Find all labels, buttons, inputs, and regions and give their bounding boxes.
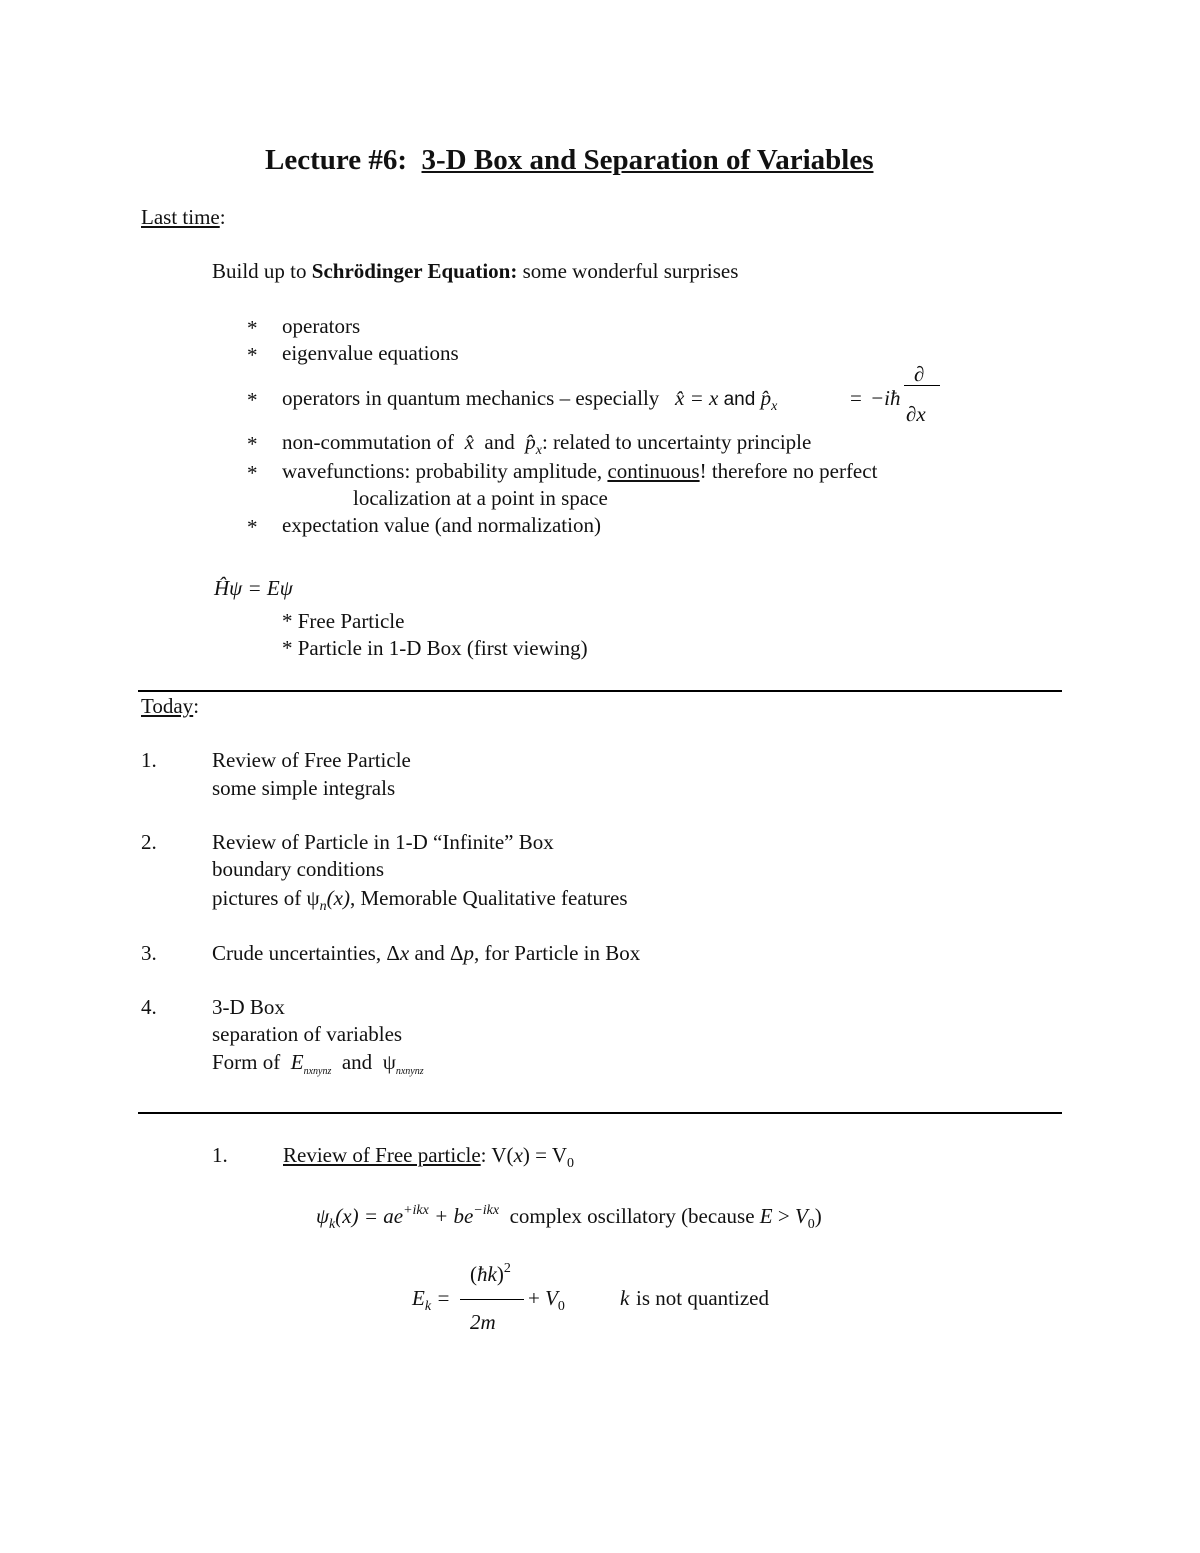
noncomm-post: : related to uncertainty principle	[541, 430, 812, 454]
wave-post: ! therefore no perfect	[699, 459, 878, 483]
today-item-text	[212, 888, 628, 914]
today-item-text	[212, 1052, 424, 1077]
today-item-text: Review of Free Particle	[212, 748, 411, 772]
section-heading-colon: :	[480, 1143, 487, 1167]
today-item-number: 3.	[141, 941, 157, 965]
uncert-mid: and Δ	[409, 941, 464, 965]
x-hat: x̂	[464, 430, 474, 454]
energy-numerator: (ħk)$^2$	[470, 1261, 511, 1286]
wave-eq-math: $\psi_k(x) = ae^{+ikx} + be^{-ikx}$	[316, 1203, 500, 1232]
qm-ops-text: operators in quantum mechanics – especially	[282, 386, 660, 410]
bullet-star: *	[247, 388, 258, 412]
form-psi: ψ	[382, 1050, 396, 1074]
bullet-star: *	[247, 343, 258, 367]
wave-continuous: continuous	[607, 459, 700, 483]
energy-denominator: 2m	[470, 1310, 496, 1334]
form-and: and	[341, 1050, 373, 1074]
section-number: 1.	[212, 1143, 228, 1167]
form-E-subscript: nxnynz	[303, 1066, 332, 1077]
title-prefix: Lecture #6:	[265, 144, 407, 176]
p-hat-x: $p̂_x$	[760, 386, 778, 414]
bullet-wavefunctions	[282, 461, 877, 482]
title-main: 3-D Box and Separation of Variables	[421, 144, 874, 176]
form-psi-subscript: nxnynz	[395, 1066, 424, 1077]
qm-ops-and: and	[723, 389, 756, 410]
potential-eq: $V(x) = V_0$	[491, 1143, 575, 1171]
intro-pre: Build up to	[212, 259, 307, 283]
today-item-text: Review of Particle in 1-D “Infinite” Box	[212, 830, 554, 854]
today-item-text: 3-D Box	[212, 995, 285, 1019]
bullet-star: *	[247, 432, 258, 456]
sub-item-1d-box: * Particle in 1-D Box (first viewing)	[282, 636, 588, 660]
sub-item-free-particle: * Free Particle	[282, 609, 405, 633]
energy-note-k: k	[620, 1286, 630, 1310]
energy-rhs: + $V_0$	[528, 1286, 565, 1314]
section-heading-text: Review of Free particle	[283, 1143, 481, 1167]
page-title	[265, 146, 873, 175]
today-heading	[141, 696, 199, 717]
divider-rule	[138, 690, 1062, 692]
today-item-text: some simple integrals	[212, 776, 396, 800]
psi-subscript: n	[319, 899, 327, 914]
wave-pre: wavefunctions: probability amplitude,	[282, 459, 603, 483]
energy-note: is not quantized	[636, 1286, 769, 1310]
energy-lhs: $E_k$ =	[412, 1286, 451, 1314]
free-particle-wave-eq	[316, 1204, 822, 1232]
section-heading	[283, 1145, 574, 1171]
document-page: Lecture #6: 3-D Box and Separation of Variables Last time: Build up to Schrödinger Equation: some wonderful surprises * operators * eigenvalue equations * operators in quantum mechanics – especially x̂ = x and $p̂_x$ = −iħ ∂ ∂x * non-commutation of x̂ and $p̂_x$: related to uncertainty principle * wavefunctions: probability amplitude, continuous! therefore no perfect localization at a point in space * expectation value (and normalization) Ĥψ = Eψ * Free Particle * Particle in 1-D Box (first viewing) Today: 1. Review of Free Particle some simple integrals 2. Review of Particle in 1-D “Infinite” Box boundary conditions pictures of $\psi_n(x)$, Memorable Qualitative features 3. Crude uncertainties, Δx and Δp, for Particle in Box 4. 3-D Box separation of variables Form of $E_{nxnynz}$ and $\psi_{nxnynz}$ 1. Review of Free particle: $V(x) = V_0$ $\psi_k(x) = ae^{+ikx} + be^{-ikx}$ complex oscillatory (because $E > V_0$) $E_k$ = (ħk)$^2$ 2m + $V_0$ k is not quantized	[0, 0, 1200, 1553]
form-E: E	[290, 1050, 304, 1074]
today-item-text	[212, 943, 640, 964]
x-hat-eq: x̂ = x	[675, 386, 719, 410]
bullet-noncommutation	[282, 432, 811, 458]
today-item-number: 2.	[141, 830, 157, 854]
uncert-x: x	[399, 941, 410, 965]
bullet-qm-operators	[282, 388, 777, 414]
today-item-number: 1.	[141, 748, 157, 772]
last-time-heading	[141, 207, 226, 228]
p-hat-x: $p̂_x$	[525, 430, 542, 458]
last-time-label: Last time	[141, 205, 220, 229]
bullet-star: *	[247, 515, 258, 539]
bullet-star: *	[247, 316, 258, 340]
uncert-pre: Crude uncertainties, Δ	[212, 941, 400, 965]
noncomm-pre: non-commutation of	[282, 430, 455, 454]
bullet-star: *	[247, 461, 258, 485]
intro-bold: Schrödinger Equation:	[311, 259, 518, 283]
uncert-p: p	[463, 941, 475, 965]
wave-desc: complex oscillatory (because $E > V_0$)	[504, 1204, 822, 1232]
today-item-text: boundary conditions	[212, 857, 385, 881]
today-item-number: 4.	[141, 995, 157, 1019]
divider-rule	[138, 1112, 1062, 1114]
pictures-post: , Memorable Qualitative features	[349, 886, 628, 910]
bullet-eigenvalue: eigenvalue equations	[282, 341, 459, 365]
bullet-expectation: expectation value (and normalization)	[282, 513, 601, 537]
intro-post: some wonderful surprises	[522, 259, 739, 283]
today-colon: :	[193, 694, 200, 718]
form-pre: Form of	[212, 1050, 281, 1074]
psi-symbol: ψ	[306, 886, 320, 910]
fraction-bar	[460, 1299, 524, 1300]
uncert-post: , for Particle in Box	[474, 941, 641, 965]
today-label: Today	[141, 694, 194, 718]
bullet-operators: operators	[282, 314, 361, 338]
last-time-colon: :	[219, 205, 226, 229]
noncomm-and: and	[484, 430, 515, 454]
wavefunctions-line2: localization at a point in space	[353, 486, 608, 510]
pictures-pre: pictures of	[212, 886, 302, 910]
today-item-text: separation of variables	[212, 1022, 403, 1046]
last-time-intro	[212, 261, 738, 282]
schrodinger-equation: Ĥψ = Eψ	[214, 576, 293, 600]
psi-arg: (x)	[326, 886, 350, 910]
